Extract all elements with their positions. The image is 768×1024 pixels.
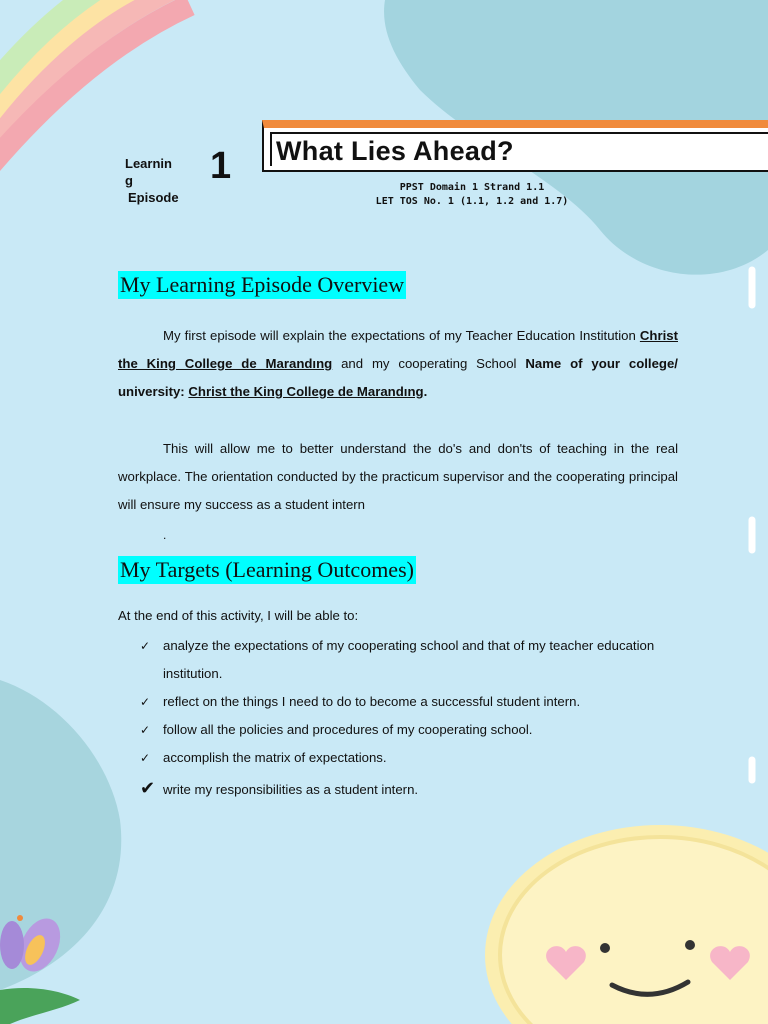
smiling-sun-decoration xyxy=(485,825,768,1024)
list-item xyxy=(140,744,680,772)
list-item xyxy=(140,688,680,716)
list-item-text: accomplish the matrix of expectations. xyxy=(163,750,387,765)
episode-word-part-1: Learnin xyxy=(125,156,172,171)
targets-heading: My Targets (Learning Outcomes) xyxy=(120,557,414,582)
checkmark-icon: ✓ xyxy=(140,695,151,709)
learning-episode-label xyxy=(125,155,185,206)
list-item-text: write my responsibilities as a student intern. xyxy=(163,782,419,797)
episode-number: 1 xyxy=(210,145,232,187)
overview-p1-text-a: My first episode will explain the expectations of my Teacher Education Institution xyxy=(163,328,636,343)
targets-list xyxy=(140,632,680,804)
episode-word-part-2: g xyxy=(125,173,133,188)
checkmark-icon: ✓ xyxy=(140,639,151,653)
list-item xyxy=(140,716,680,744)
checkmark-icon: ✔ xyxy=(140,778,156,798)
overview-p1-period: . xyxy=(423,384,428,399)
college-field-value: Christ the King College de Marandıng xyxy=(188,384,424,399)
checkmark-icon: ✓ xyxy=(140,751,151,765)
episode-word-part-3: Episode xyxy=(128,190,179,205)
college-name-link: Christ the King College de Marandıng xyxy=(118,328,678,371)
stray-dot: . xyxy=(163,528,167,542)
list-item-text: analyze the expectations of my cooperating school and that of my teacher education institution. xyxy=(163,638,655,681)
list-item-text: follow all the policies and procedures of my cooperating school. xyxy=(163,722,533,737)
let-tos-line: LET TOS No. 1 (1.1, 1.2 and 1.7) xyxy=(375,196,569,207)
ppst-domain-line: PPST Domain 1 Strand 1.1 xyxy=(399,182,545,193)
list-item-text: reflect on the things I need to do to become a successful student intern. xyxy=(163,694,581,709)
title-box xyxy=(262,120,768,172)
list-item xyxy=(140,776,680,804)
page-title: What Lies Ahead? xyxy=(276,136,514,166)
overview-heading: My Learning Episode Overview xyxy=(120,272,405,297)
overview-paragraph-1 xyxy=(118,322,678,406)
targets-intro: At the end of this activity, I will be able to: xyxy=(118,608,359,623)
checkmark-icon: ✓ xyxy=(140,723,151,737)
overview-paragraph-2 xyxy=(118,435,678,519)
overview-p2-text: This will allow me to better understand the do's and don'ts of teaching in the real workplace. The orientation conducted by the practicum supervisor and the cooperating principal will ensure my success as a student intern xyxy=(118,441,678,512)
college-field-label: Name of your college/ university: xyxy=(118,356,678,399)
list-item xyxy=(140,632,680,688)
overview-p1-text-b: and my cooperating School xyxy=(341,356,517,371)
